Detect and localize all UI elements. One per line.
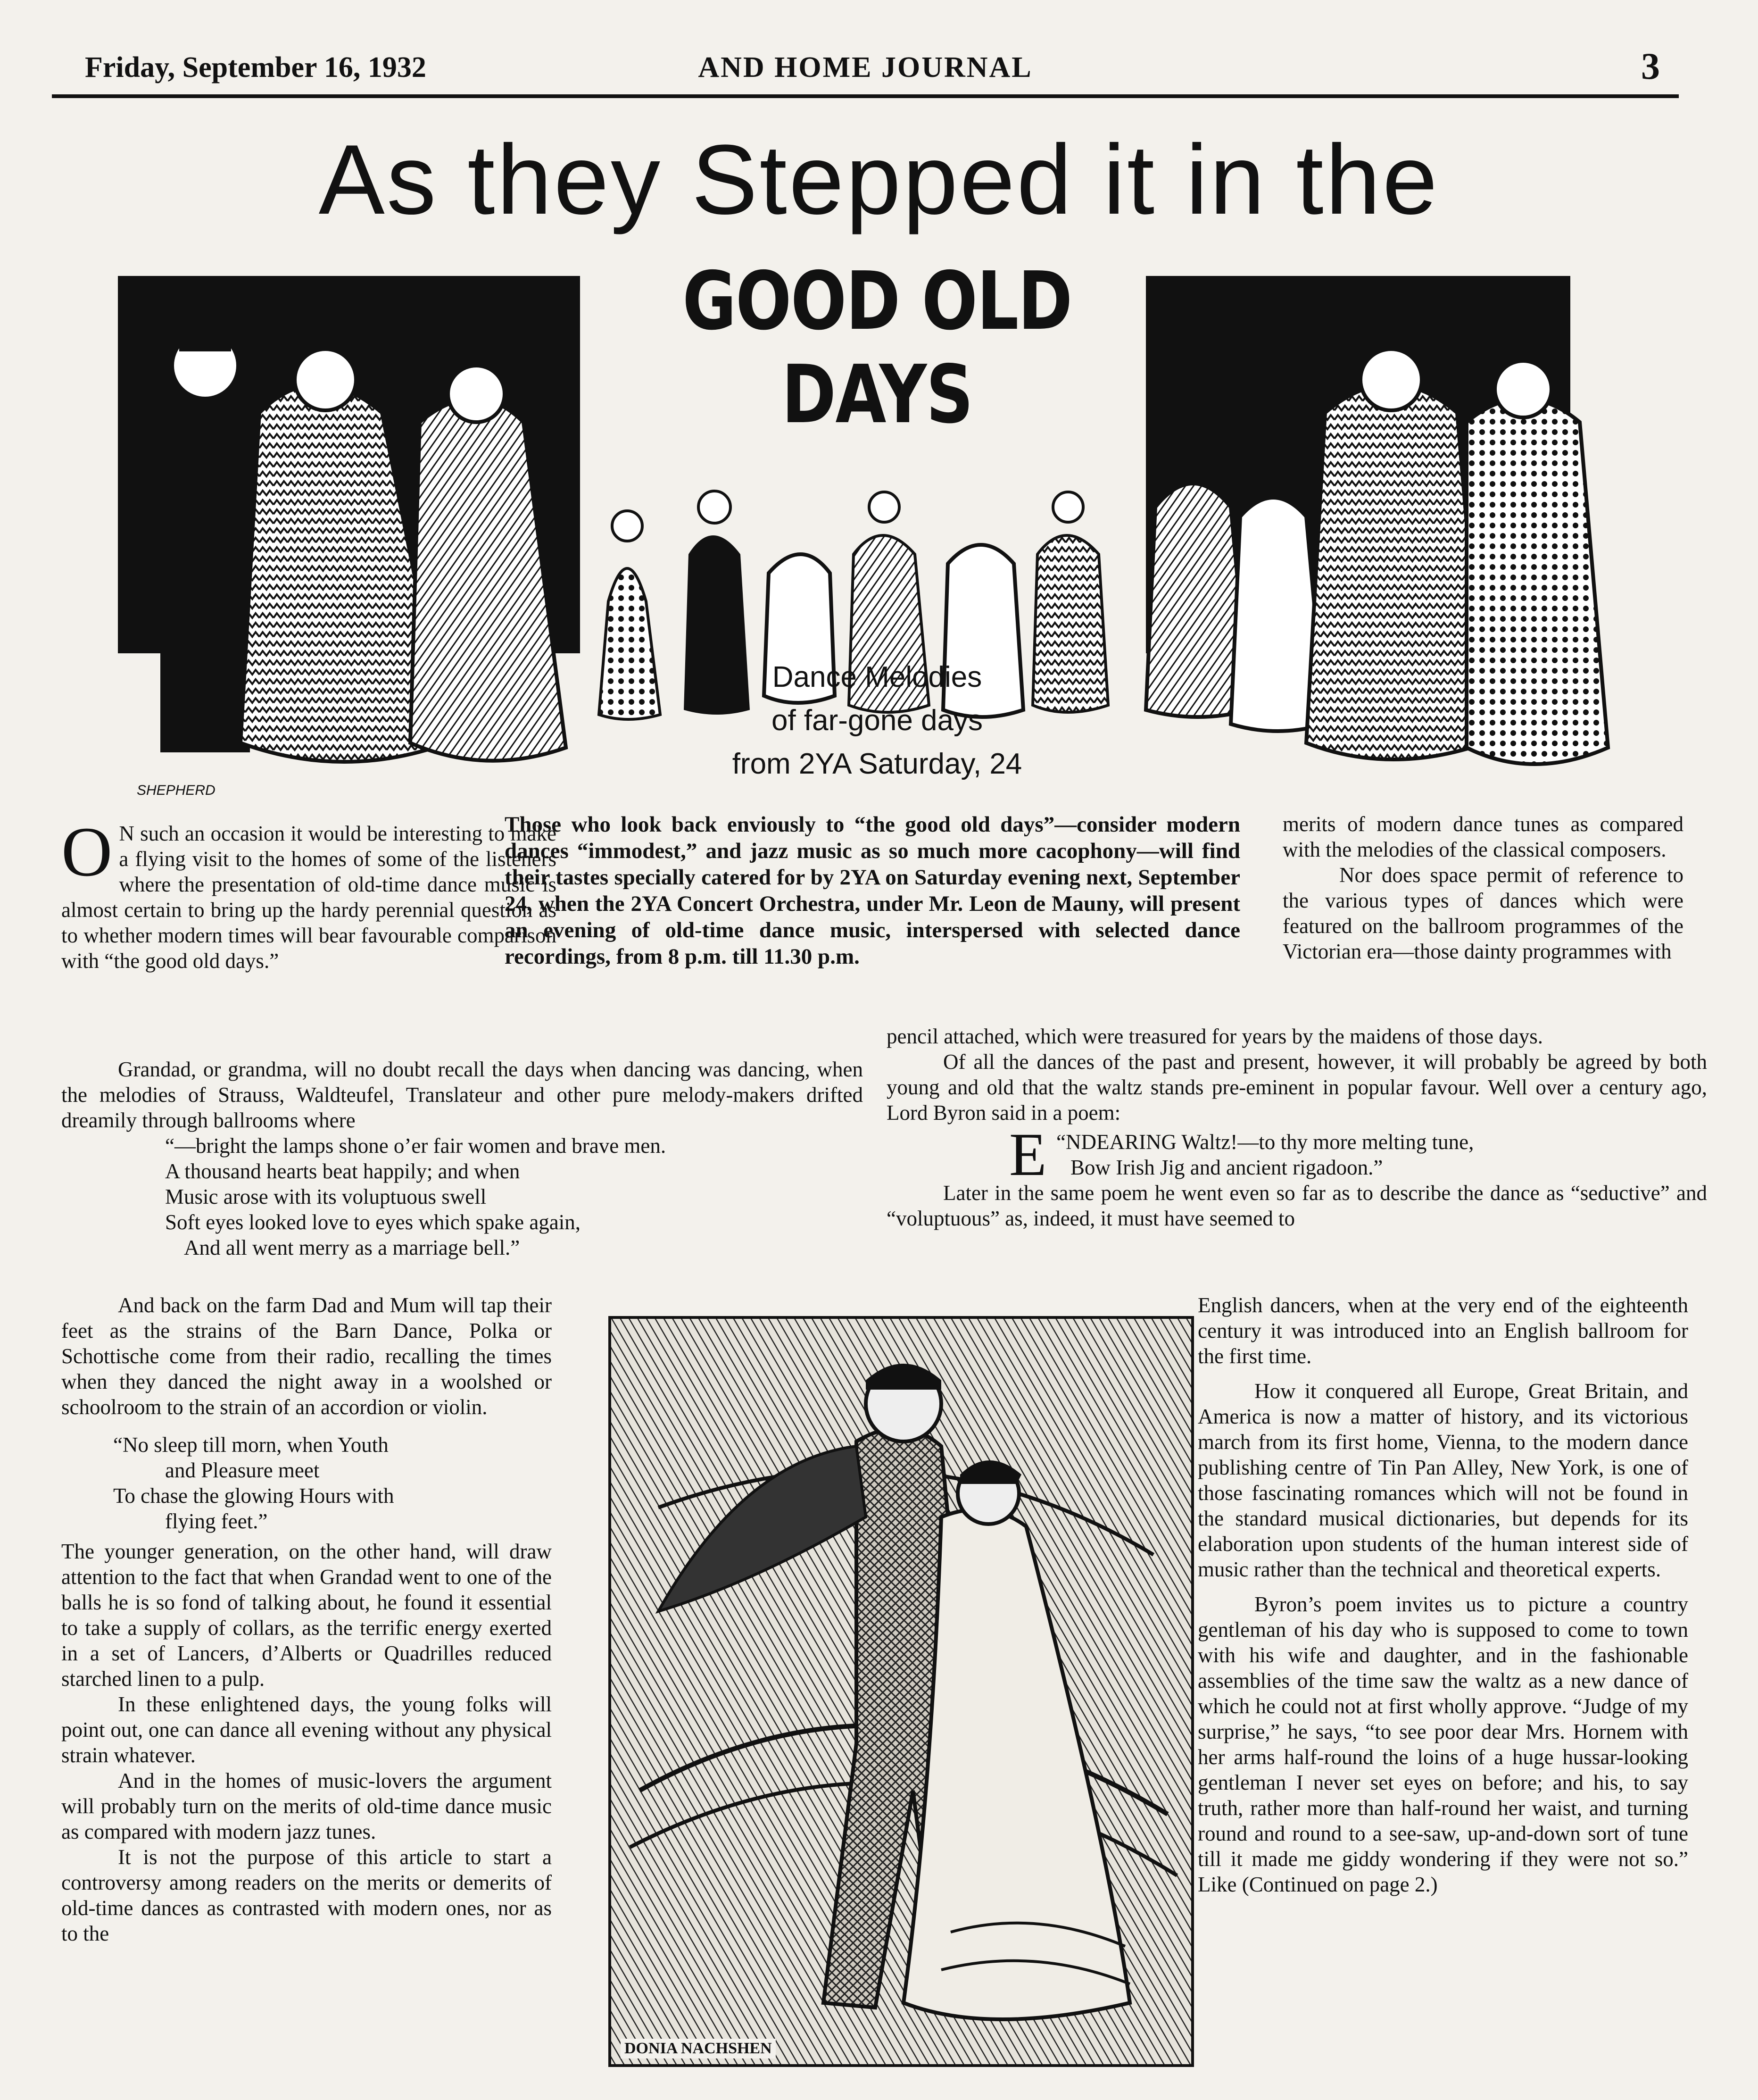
article-title: As they Stepped it in the [318, 124, 1440, 235]
subhead-line-3: from 2YA Saturday, 24 [732, 748, 1022, 780]
col1-paragraph-7: It is not the purpose of this article to start a controversy among readers on the merits or demerits of old-time dances as contrasted with modern ones, nor as to the [61, 1845, 552, 1945]
column-1 [61, 813, 556, 974]
article-title-good-old-days: GOOD OLD DAYS [682, 255, 1072, 442]
drop-cap-e: E [1009, 1121, 1047, 1189]
column-3-top [1283, 811, 1683, 964]
verse-line: Bow Irish Jig and ancient rigadoon.” [1070, 1156, 1383, 1179]
article-subhead [637, 656, 1118, 786]
col1-paragraph-5: In these enlightened days, the young folks will point out, one can dance all evening without any physical strain whatever. [61, 1692, 552, 1767]
column-2 [887, 1024, 1707, 1231]
col2-paragraph-3: Later in the same poem he went even so far as to describe the dance as “seductive” and “voluptuous” as, indeed, it must have seemed to [887, 1181, 1707, 1230]
subhead-line-2: of far-gone days [771, 704, 983, 737]
drop-cap-o: O [61, 813, 113, 891]
verse-line: “No sleep till morn, when Youth [113, 1433, 389, 1457]
verse-line: “NDEARING Waltz!—to thy more melting tune, [1056, 1130, 1474, 1154]
verse-line: To chase the glowing Hours with [113, 1484, 394, 1508]
col2-paragraph-2: Of all the dances of the past and present, however, it will probably be agreed by both young and old that the waltz stands pre-eminent in popular favour. Well over a century ago, Lord Byron said in a poem: [887, 1050, 1707, 1125]
verse-line: A thousand hearts beat happily; and when [165, 1159, 520, 1183]
col3-paragraph-4: Byron’s poem invites us to picture a country gentleman of his day who is supposed to come to town with his wife and daughter, and in the fashionable assemblies of the time saw the waltz as a new dance of which he could not at first wholly approve. “Judge of my surprise,” he says, “to see poor dear Mrs. Hornem with her arms half-round the loins of a huge hussar-looking gentleman I never set eyes on before; and his, to say truth, rather more than half-round her waist, and turning round and round to a see-saw, up-and-down sort of tune till it made me giddy wondering if they were not so.” Like (Continued on page 2.) [1198, 1592, 1688, 1896]
banner-signature: SHEPHERD [137, 783, 216, 798]
illustration-signature: DONIA NACHSHEN [621, 2039, 776, 2058]
col1-paragraph-2: Grandad, or grandma, will no doubt recall the days when dancing was dancing, when the melodies of Strauss, Waldteufel, Translateur and other pure melody-makers drifted dreamily through ballrooms where [61, 1058, 863, 1132]
page-header [52, 42, 1679, 98]
col1-paragraph-6: And in the homes of music-lovers the argument will probably turn on the merits of old-time dance music as compared with modern jazz tunes. [61, 1769, 552, 1843]
verse-line: flying feet.” [165, 1509, 268, 1533]
verse-line: Music arose with its voluptuous swell [165, 1185, 487, 1208]
column-1-wide [61, 1057, 863, 1260]
verse-line: Soft eyes looked love to eyes which spake again, [165, 1210, 581, 1234]
issue-date: Friday, September 16, 1932 [85, 51, 426, 83]
journal-name: AND HOME JOURNAL [698, 51, 1033, 83]
intro-paragraph: Those who look back enviously to “the good old days”—consider modern dances “immodest,” and jazz music as so much more cacophony—will find their tastes specially catered for by 2YA on Saturday evening next, September 24, when the 2YA Concert Orchestra, under Mr. Leon de Mauny, will present an evening of old-time dance music, interspersed with selected dance recordings, from 8 p.m. till 11.30 p.m. [505, 812, 1240, 969]
column-3-lower [1198, 1292, 1688, 1897]
col1-paragraph-3: And back on the farm Dad and Mum will tap their feet as the strains of the Barn Dance, Polka or Schottische come from their radio, recalling the times when they danced the night away in a woolshed or schoolroom to the strain of an accordion or violin. [61, 1293, 552, 1419]
col3-paragraph-3: How it conquered all Europe, Great Britain, and America is now a matter of history, and its victorious march from its first home, Vienna, to the modern dance publishing centre of Tin Pan Alley, New York, is one of those fascinating romances which will not be found in the standard musical dictionaries, but depends for its elaboration upon students of the human interest side of music rather than the technical and theoretical experts. [1198, 1379, 1688, 1581]
verse-line: “—bright the lamps shone o’er fair women and brave men. [165, 1134, 666, 1158]
col3-paragraph-1: Nor does space permit of reference to the various types of dances which were featured on the ballroom programmes of the Victorian era—those dainty programmes with [1283, 863, 1683, 963]
waltz-couple-illustration [608, 1316, 1194, 2067]
verse-line: And all went merry as a marriage bell.” [184, 1236, 520, 1259]
col2-paragraph-1: pencil attached, which were treasured for years by the maidens of those days. [887, 1025, 1543, 1048]
verse-line: and Pleasure meet [165, 1458, 320, 1482]
subhead-line-1: Dance Melodies [772, 661, 982, 693]
page-number: 3 [1641, 46, 1660, 87]
col1-paragraph-1: N such an occasion it would be interesting to make a flying visit to the homes of some of the listeners where the presentation of old-time dance music is almost certain to bring up the hardy perennial question as to whether modern times will bear favourable comparison with “the good old days.” [61, 822, 556, 973]
col3-paragraph-0: merits of modern dance tunes as compared with the melodies of the classical composers. [1283, 812, 1683, 861]
col3-paragraph-2: English dancers, when at the very end of the eighteenth century it was introduced into an English ballroom for the first time. [1198, 1293, 1688, 1368]
waltz-couple-drawing [611, 1319, 1191, 2064]
column-1-lower [61, 1292, 552, 1946]
col1-paragraph-4: The younger generation, on the other hand, will draw attention to the fact that when Grandad went to one of the balls he is so fond of talking about, he found it essential to take a supply of collars, as the terrific energy exerted in a set of Lancers, d’Alberts or Quadrilles reduced starched linen to a pulp. [61, 1540, 552, 1691]
